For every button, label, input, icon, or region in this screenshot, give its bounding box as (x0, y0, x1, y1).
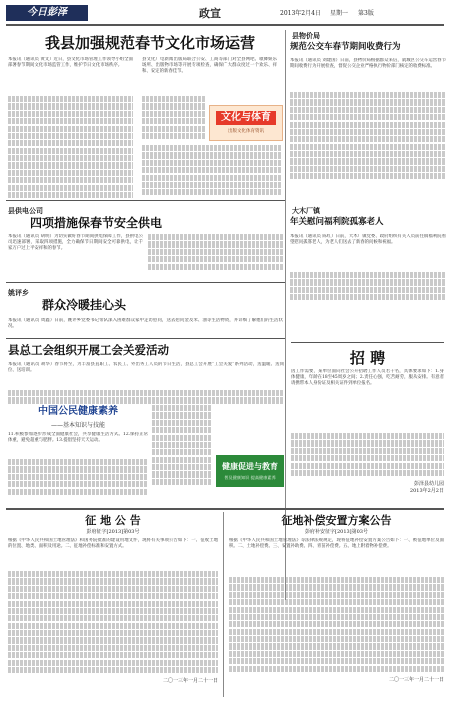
lead-byline: 本报讯（通讯员 黄文）近日，县文化市场管理工作领导小组全面部署春节期间文化市场监管工作，维护节日文化市场秩序。 (8, 57, 133, 69)
recruit-date: 2013年2月2日 (409, 488, 444, 495)
electric-title: 四项措施保春节安全供电 (30, 216, 163, 230)
rule-1 (6, 200, 285, 201)
notice-2-filler (229, 577, 444, 672)
health-literacy-title: 中国公民健康素养 (38, 406, 118, 417)
rule-2 (6, 282, 285, 283)
dagu-filler (290, 272, 446, 302)
lead-col-filler-mid2 (142, 145, 282, 197)
divider-lead-right (285, 30, 286, 200)
health-literacy-box (8, 405, 148, 505)
recruit-contact: 彭泽县幼儿园 (413, 481, 444, 488)
health-literacy-body: 11.积极参加逐步形成全面健康社会，共享健康生活方式。12.保持正常体重，避免超重与肥胖。13.提倡坚持天天运动。 (8, 432, 148, 444)
column-body: 本报讯（通讯员 周鑫）日前，姚评乡党委书记带队深入困难群众家中走访慰问，送去慰问金及米、油等生活物资，并详细了解他们的生活状况。 (8, 318, 283, 330)
culture-sports-banner (209, 105, 283, 141)
health-banner-label: 健康促进与教育 (222, 462, 278, 471)
issue-page: 第3版 (358, 10, 374, 17)
masthead-logo: 今日彭泽 (6, 5, 88, 21)
lead-body: 县文化广电新闻出版局联合公安、工商等部门对全县网吧、歌舞娱乐场所、出版物市场等开展专项检查，确保广大群众度过一个欢乐、祥和、安定的新春佳节。 (142, 57, 277, 75)
lead-col-filler-mid (142, 96, 206, 140)
economy-title: 规范公交车春节期间收费行为 (290, 42, 401, 52)
notice-1-title: 征 地 公 告 (85, 514, 141, 527)
recruit-title: 招 聘 (349, 349, 386, 367)
dagu-title: 年关慰问福利院孤寡老人 (290, 217, 384, 227)
electric-body: 本报讯（通讯员 胡明）为切实做好春节期间供电保障工作，县供电公司迅速部署，采取四项措施，全力确保节日期间安全可靠供电，让千家万户过上平安祥和的春节。 (8, 234, 143, 252)
notice-2-title: 征地补偿安置方案公告 (281, 514, 392, 527)
masthead (6, 5, 444, 25)
electric-filler (148, 234, 283, 271)
notice-2-footer: 二〇一三年一月二十一日 (388, 676, 444, 683)
economy-filler (290, 92, 446, 181)
notice-1-sub: 彭府征字[2013]第03号 (86, 529, 140, 535)
economy-section: 县物价局 (292, 31, 320, 40)
health-literacy-sub: ——基本知识与技能 (50, 422, 105, 429)
notice-1-footer: 二〇一三年一月二十一日 (162, 678, 218, 685)
recruit-filler (291, 433, 444, 476)
health-literacy-filler-right (152, 405, 212, 486)
rule-3 (6, 338, 285, 339)
notice-1 (8, 514, 218, 694)
health-banner (216, 455, 284, 487)
culture-sports-sub: 出版文化体育资讯 (228, 129, 264, 134)
recruit-body: 因工作需要，某单位面向社会公开招聘工作人员若干名，具体要求如下：1.身体健康，年龄在18至45周岁之间；2.责任心强，吃苦耐劳，服从安排。有意者请携带本人身份证及相关证件到单位报名。 (291, 369, 444, 387)
dagu-body: 本报讯（通讯员 陈红）日前，大木厂镇党委、政府组织有关人员前往镇福利院看望慰问孤寡老人，为老人们送去了新春的问候和祝福。 (290, 234, 446, 246)
notice-2-sub: 彭府补安征字[2013]第03号 (305, 529, 368, 535)
health-literacy-filler (8, 459, 148, 495)
culture-sports-label: 文化与体育 (216, 111, 276, 125)
notice-2-body: 根据《中华人民共和国土地管理法》等法律法规规定，现将征地补偿安置方案公告如下：一、被征地单位及面积。二、土地补偿费。三、安置补助费。四、青苗补偿费。五、地上附着物补偿费。 (229, 538, 444, 550)
lead-title: 我县加强规范春节文化市场运营 (44, 34, 255, 52)
notice-1-filler (8, 571, 218, 673)
notice-1-body: 根据《中华人民共和国土地管理法》和国务院批准的建设用地文件，现将有关事项公告如下：一、征收土地的位置、地类、面积及用途。二、征地补偿标准和安置方式。 (8, 538, 218, 550)
divider-notices (223, 512, 224, 697)
section-name: 政宣 (199, 7, 221, 20)
employment-body: 本报讯（通讯员 胡华）春节将至，为丰富县直职工、农民工、外出务工人员的节日生活，县总工会开展“工会关爱”系列活动，送温暖、送岗位、送培训。 (8, 362, 284, 374)
issue-weekday: 星期一 (330, 10, 349, 17)
lead-col-filler-left (8, 96, 133, 199)
employment-filler (8, 390, 284, 405)
column-title: 群众冷暖挂心头 (42, 298, 127, 312)
health-banner-sub: 普及健康知识 提高健康素养 (224, 475, 276, 480)
economy-body: 本报讯（通讯员 刘建国）日前，县物价局根据群众来信，就城区公交车运营春节期间收费行为开展检查，督促公交企业严格执行物价部门核定的收费标准。 (290, 58, 446, 70)
electric-section: 县供电公司 (8, 206, 43, 215)
rule-4 (6, 508, 444, 510)
employment-title: 县总工会组织开展工会关爱活动 (8, 343, 169, 357)
issue-date: 2013年2月4日 (280, 10, 321, 17)
header-rule (6, 24, 444, 26)
column-section: 姚评乡 (8, 288, 29, 297)
notice-2 (229, 514, 444, 694)
dagu-section: 大木厂镇 (292, 206, 320, 215)
